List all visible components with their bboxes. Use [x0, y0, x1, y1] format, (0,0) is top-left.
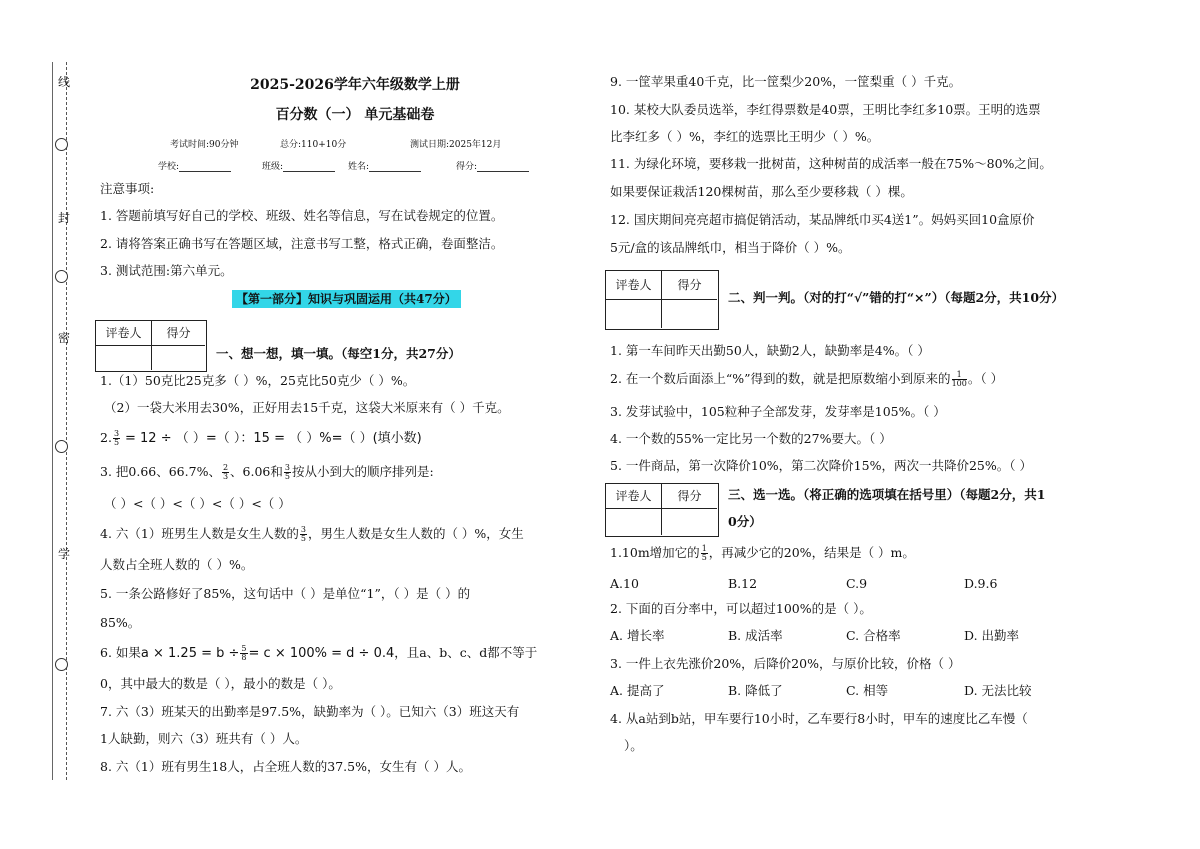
- option-b[interactable]: B.12: [728, 576, 758, 591]
- q9: 9. 一筐苹果重40千克，比一筐梨少20%，一筐梨重（ ）千克。: [610, 74, 962, 89]
- grader-cell[interactable]: [96, 346, 152, 370]
- note-item: 3. 测试范围:第六单元。: [100, 263, 233, 278]
- exam-date: 测试日期:2025年12月: [410, 140, 502, 150]
- section2-heading: 二、判一判。（对的打“√”错的打“×”）（每题2分，共10分）: [728, 290, 1065, 305]
- fraction: [113, 430, 120, 447]
- q4-post: ，男生人数是女生人数的（ ）%，女生: [307, 526, 524, 541]
- option-b[interactable]: B. 降低了: [728, 683, 783, 698]
- q2-number: 2.: [100, 430, 112, 445]
- q12-line1: 12. 国庆期间亮亮超市搞促销活动，某品牌纸巾买4送1”。妈妈买回10盒原价: [610, 212, 1035, 227]
- q2-text: = 12 ÷ （ ）=（ ）：15 = （ ）%=（ ）(填小数): [125, 431, 422, 446]
- binding-hole: [55, 658, 68, 671]
- q7-line1: 7. 六（3）班某天的出勤率是97.5%，缺勤率为（ ）。已知六（3）班这天有: [100, 704, 520, 719]
- frac-num: 3: [284, 463, 290, 472]
- exam-total: 总分:110+10分: [280, 140, 347, 150]
- note-item: 2. 请将答案正确书写在答题区域，注意书写工整，格式正确，卷面整洁。: [100, 236, 504, 251]
- part1-banner: 【第一部分】知识与巩固运用（共47分）: [232, 290, 461, 308]
- q5-line2: 85%。: [100, 615, 141, 630]
- margin-label-mi: 密: [57, 331, 70, 345]
- q3-mid: 、6.06和: [230, 464, 283, 479]
- q6-math: a × 1.25 = b ÷: [140, 646, 240, 661]
- s2-q2-pre: 2. 在一个数后面添上“%”得到的数，就是把原数缩小到原来的: [610, 371, 951, 386]
- frac-den: 8: [241, 653, 247, 662]
- class-label: 班级:: [262, 162, 284, 172]
- option-d[interactable]: D. 出勤率: [964, 628, 1020, 643]
- q4: [100, 526, 524, 543]
- frac-den: 5: [284, 472, 290, 481]
- frac-num: 2: [222, 463, 229, 472]
- school-field[interactable]: [158, 159, 231, 172]
- fraction: [701, 545, 708, 562]
- margin-label-xue: 学: [57, 547, 70, 561]
- score-header: 得分: [662, 271, 717, 300]
- q7-line2: 1人缺勤，则六（3）班共有（ ）人。: [100, 731, 308, 746]
- q4-line2: 人数占全班人数的（ ）%。: [100, 557, 254, 572]
- s3-q2: 2. 下面的百分率中，可以超过100%的是（ ）。: [610, 601, 872, 616]
- s3-q3: 3. 一件上衣先涨价20%，后降价20%，与原价比较，价格（ ）: [610, 656, 961, 671]
- binding-hole: [55, 138, 68, 151]
- fraction: [284, 464, 291, 481]
- frac-num: 1: [952, 371, 967, 380]
- score-field[interactable]: [456, 159, 529, 172]
- q6-pre: 6. 如果: [100, 645, 141, 660]
- score-box: [605, 483, 719, 537]
- option-d[interactable]: D.9.6: [964, 576, 998, 591]
- s2-q2: [610, 371, 1003, 388]
- score-label: 得分:: [456, 162, 478, 172]
- q6: [100, 645, 537, 662]
- s3-q4-line1: 4. 从a站到b站，甲车要行10小时，乙车要行8小时，甲车的速度比乙车慢（: [610, 711, 1028, 726]
- q1a: 1.（1）50克比25克多（ ）%，25克比50克少（ ）%。: [100, 373, 416, 388]
- s2-q4: 4. 一个数的55%一定比另一个数的27%要大。（ ）: [610, 431, 892, 446]
- option-c[interactable]: C. 相等: [846, 683, 889, 698]
- grader-cell[interactable]: [606, 300, 662, 328]
- q10-line1: 10. 某校大队委员选举，李红得票数是40票，王明比李红多10票。王明的选票: [610, 102, 1041, 117]
- fraction: [300, 526, 307, 543]
- fraction: [222, 464, 229, 481]
- option-a[interactable]: A. 增长率: [610, 628, 665, 643]
- q6-post: ，且a、b、c、d都不等于: [394, 645, 538, 660]
- q6-line2: 0，其中最大的数是（ ），最小的数是（ ）。: [100, 676, 341, 691]
- frac-num: 3: [300, 525, 306, 534]
- note-item: 1. 答题前填写好自己的学校、班级、姓名等信息，写在试卷规定的位置。: [100, 208, 504, 223]
- frac-num: 1: [701, 544, 707, 553]
- s2-q3: 3. 发芽试验中，105粒种子全部发芽，发芽率是105%。（ ）: [610, 404, 946, 419]
- q3-blanks: （ ）<（ ）<（ ）<（ ）<（ ）: [104, 496, 291, 511]
- section1-heading: 一、想一想，填一填。（每空1分，共27分）: [216, 346, 461, 361]
- s3-q4-line2: ）。: [624, 738, 643, 753]
- frac-den: 100: [951, 379, 967, 388]
- margin-label-xian: 线: [57, 75, 70, 89]
- fraction: [240, 645, 247, 662]
- q8: 8. 六（1）班有男生18人，占全班人数的37.5%，女生有（ ）人。: [100, 759, 471, 774]
- frac-den: 5: [701, 553, 707, 562]
- exam-time: 考试时间:90分钟: [170, 140, 239, 150]
- q2: [100, 430, 422, 447]
- score-box: [95, 320, 207, 372]
- grader-header: 评卷人: [606, 271, 662, 300]
- section3-heading-line1: 三、选一选。（将正确的选项填在括号里）（每题2分，共1: [728, 487, 1046, 502]
- q5-line1: 5. 一条公路修好了85%，这句话中（ ）是单位“1”，（ ）是（ ）的: [100, 586, 471, 601]
- s3-q1-post: ，再减少它的20%，结果是（ ）m。: [708, 545, 915, 560]
- margin-line: [52, 62, 53, 780]
- exam-title: 2025-2026学年六年级数学上册: [250, 77, 460, 93]
- q3: [100, 464, 434, 481]
- q11-line1: 11. 为绿化环境，要移栽一批树苗，这种树苗的成活率一般在75%～80%之间。: [610, 156, 1052, 171]
- option-c[interactable]: C.9: [846, 576, 868, 591]
- q3-pre: 3. 把0.66、66.7%、: [100, 464, 221, 479]
- binding-hole: [55, 440, 68, 453]
- option-d[interactable]: D. 无法比较: [964, 683, 1032, 698]
- s2-q5: 5. 一件商品，第一次降价10%，第二次降价15%，两次一共降价25%。（ ）: [610, 458, 1032, 473]
- s2-q2-post: 。（ ）: [967, 371, 1004, 386]
- frac-den: 3: [222, 472, 229, 481]
- exam-subtitle: 百分数（一） 单元基础卷: [275, 107, 435, 123]
- binding-margin: [46, 62, 74, 782]
- binding-hole: [55, 270, 68, 283]
- score-header: 得分: [152, 321, 205, 346]
- q12-line2: 5元/盒的该品牌纸巾，相当于降价（ ）%。: [610, 240, 851, 255]
- q4-pre: 4. 六（1）班男生人数是女生人数的: [100, 526, 299, 541]
- option-a[interactable]: A.10: [610, 576, 639, 591]
- s3-q1-pre: 1.10m增加它的: [610, 545, 700, 560]
- q10-line2: 比李红多（ ）%，李红的选票比王明少（ ）%。: [610, 129, 880, 144]
- frac-den: 5: [300, 534, 306, 543]
- q1b: （2）一袋大米用去30%，正好用去15千克，这袋大米原来有（ ）千克。: [104, 400, 510, 415]
- school-label: 学校:: [158, 162, 180, 172]
- frac-num: 5: [241, 644, 247, 653]
- option-b[interactable]: B. 成活率: [728, 628, 783, 643]
- frac-den: 5: [113, 438, 120, 447]
- grader-cell[interactable]: [606, 509, 662, 535]
- margin-label-feng: 封: [57, 211, 70, 225]
- name-label: 姓名:: [348, 162, 370, 172]
- option-a[interactable]: A. 提高了: [610, 683, 665, 698]
- notes-heading: 注意事项:: [100, 181, 155, 196]
- option-c[interactable]: C. 合格率: [846, 628, 901, 643]
- cut-line: [66, 62, 67, 780]
- score-box: [605, 270, 719, 330]
- grader-header: 评卷人: [606, 484, 662, 509]
- q11-line2: 如果要保证栽活120棵树苗，那么至少要移栽（ ）棵。: [610, 184, 913, 199]
- q6-math: = c × 100% = d ÷ 0.4: [248, 646, 395, 661]
- score-header: 得分: [662, 484, 717, 509]
- frac-num: 3: [113, 429, 120, 438]
- q3-post: 按从小到大的顺序排列是:: [291, 464, 434, 479]
- name-field[interactable]: [348, 159, 421, 172]
- s2-q1: 1. 第一车间昨天出勤50人，缺勤2人，缺勤率是4%。（ ）: [610, 343, 930, 358]
- class-field[interactable]: [262, 159, 335, 172]
- s3-q1: [610, 545, 915, 562]
- fraction: [952, 371, 967, 388]
- section3-heading-line2: 0分）: [728, 514, 762, 529]
- grader-header: 评卷人: [96, 321, 152, 346]
